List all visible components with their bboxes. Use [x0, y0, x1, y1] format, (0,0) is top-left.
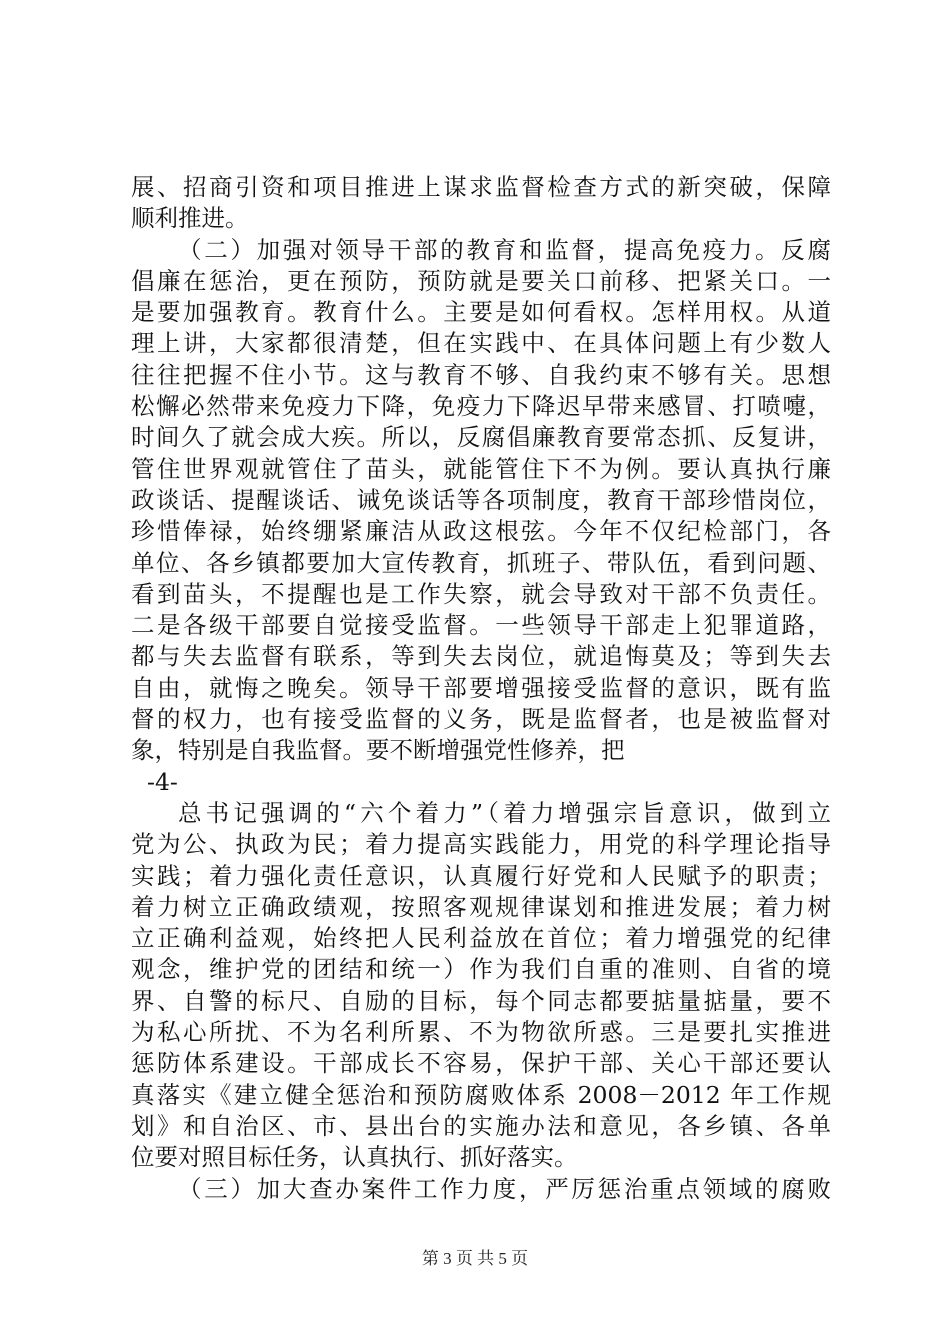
text-line: 为私心所扰、不为名利所累、不为物欲所惑。三是要扎实推进: [131, 1018, 831, 1047]
text-line: 惩防体系建设。干部成长不容易，保护干部、关心干部还要认: [131, 1049, 831, 1078]
document-body: [131, 172, 831, 1205]
text-line: 松懈必然带来免疫力下降，免疫力下降迟早带来感冒、打喷嚏，: [131, 392, 831, 421]
text-line: 二是各级干部要自觉接受监督。一些领导干部走上犯罪道路，: [131, 611, 831, 640]
text-line: 政谈话、提醒谈话、诫免谈话等各项制度，教育干部珍惜岗位，: [131, 485, 831, 514]
text-line: 位要对照目标任务，认真执行、抓好落实。: [131, 1143, 578, 1172]
text-line: 单位、各乡镇都要加大宣传教育，抓班子、带队伍，看到问题、: [131, 548, 831, 577]
text-line: 党为公、执政为民；着力提高实践能力，用党的科学理论指导: [131, 830, 831, 859]
text-line: 往往把握不住小节。这与教育不够、自我约束不够有关。思想: [131, 360, 831, 389]
text-line: 管住世界观就管住了苗头，就能管住下不为例。要认真执行廉: [131, 454, 831, 483]
text-line: 实践；着力强化责任意识，认真履行好党和人民赋予的职责；: [131, 861, 831, 890]
page-marker: -4-: [147, 767, 178, 796]
text-line: 顺利推进。: [131, 204, 249, 233]
text-line: 自由，就悔之晚矣。领导干部要增强接受监督的意识，既有监: [131, 673, 831, 702]
page-footer: 第 3 页 共 5 页: [421, 1249, 529, 1268]
text-line: 是要加强教育。教育什么。主要是如何看权。怎样用权。从道: [131, 298, 831, 327]
text-line: 界、自警的标尺、自励的目标，每个同志都要掂量掂量，要不: [131, 986, 831, 1015]
text-line: 倡廉在惩治，更在预防，预防就是要关口前移、把紧关口。一: [131, 266, 831, 295]
text-line: 真落实《建立健全惩治和预防腐败体系 2008－2012 年工作规: [131, 1080, 831, 1109]
text-line: （二）加强对领导干部的教育和监督，提高免疫力。反腐: [178, 235, 831, 264]
text-line: 立正确利益观，始终把人民利益放在首位；着力增强党的纪律: [131, 924, 831, 953]
text-line: 珍惜俸禄，始终绷紧廉洁从政这根弦。今年不仅纪检部门，各: [131, 517, 831, 546]
text-line: 时间久了就会成大疾。所以，反腐倡廉教育要常态抓、反复讲，: [131, 423, 831, 452]
text-line: （三）加大查办案件工作力度，严厉惩治重点领域的腐败: [178, 1174, 831, 1203]
text-line: 展、招商引资和项目推进上谋求监督检查方式的新突破，保障: [131, 173, 831, 201]
text-line: 理上讲，大家都很清楚，但在实践中、在具体问题上有少数人: [131, 329, 831, 358]
text-line: 着力树立正确政绩观，按照客观规律谋划和推进发展；着力树: [131, 892, 831, 921]
text-line: 观念，维护党的团结和统一）作为我们自重的准则、自省的境: [131, 955, 831, 984]
text-line: 象，特别是自我监督。要不断增强党性修养，把: [131, 736, 625, 765]
text-line: 划》和自治区、市、县出台的实施办法和意见，各乡镇、各单: [131, 1111, 831, 1140]
text-line: 总书记强调的“六个着力”（着力增强宗旨意识，做到立: [178, 798, 831, 827]
text-line: 督的权力，也有接受监督的义务，既是监督者，也是被监督对: [131, 705, 831, 734]
text-line: 看到苗头，不提醒也是工作失察，就会导致对干部不负责任。: [131, 579, 831, 608]
text-line: 都与失去监督有联系，等到失去岗位，就追悔莫及；等到失去: [131, 642, 831, 671]
